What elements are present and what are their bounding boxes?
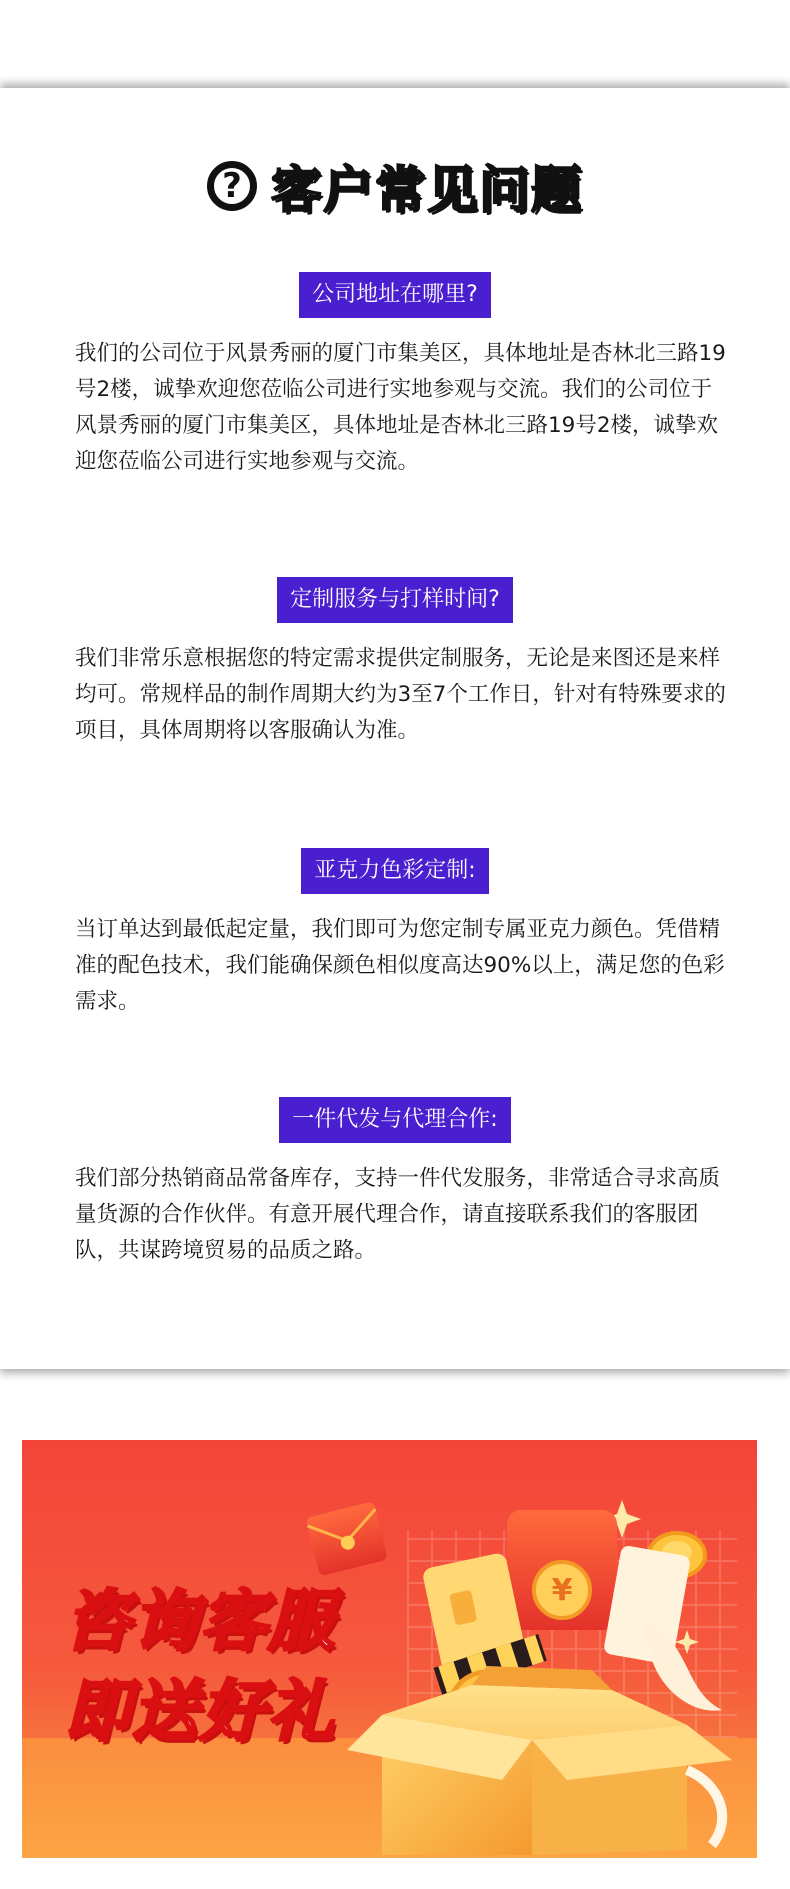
answer-text: 我们部分热销商品常备库存，支持一件代发服务，非常适合寻求高质量货源的合作伙伴。有意开展代理合作，请直接联系我们的客服团队，共谋跨境贸易的品质之路。: [75, 1166, 721, 1263]
red-envelope-icon: [306, 1501, 388, 1576]
question-badge: 亚克力色彩定制:: [301, 848, 488, 894]
faq-item-address: [0, 272, 790, 480]
question-badge: 一件代发与代理合作:: [279, 1097, 510, 1143]
svg-text:¥: ¥: [551, 1573, 573, 1608]
answer-text: 当订单达到最低起定量，我们即可为您定制专属亚克力颜色。凭借精准的配色技术，我们能确保颜色相似度高达90%以上，满足您的色彩需求。: [75, 917, 725, 1014]
promo-headline-2: 即送好礼: [64, 1673, 336, 1750]
faq-item-acrylic-color: [0, 848, 790, 1020]
promo-headline-1: 咨询客服: [64, 1583, 336, 1660]
faq-item-customization: [0, 577, 790, 749]
faq-panel: [0, 88, 790, 1369]
answer-text: 我们非常乐意根据您的特定需求提供定制服务，无论是来图还是来样均可。常规样品的制作周期大约为3至7个工作日，针对有特殊要求的项目，具体周期将以客服确认为准。: [75, 646, 726, 743]
gift-box-icon: [292, 1440, 757, 1858]
promo-banner[interactable]: [22, 1440, 757, 1858]
question-circle-icon: ?: [207, 161, 257, 211]
faq-heading: [0, 150, 790, 222]
faq-item-dropship: [0, 1097, 790, 1269]
faq-title: 客户常见问题: [271, 161, 583, 219]
question-badge: 定制服务与打样时间?: [277, 577, 513, 623]
question-badge: 公司地址在哪里?: [299, 272, 491, 318]
answer-text: 我们的公司位于风景秀丽的厦门市集美区，具体地址是杏林北三路19号2楼，诚挚欢迎您莅临公司进行实地参观与交流。我们的公司位于风景秀丽的厦门市集美区，具体地址是杏林北三路19号2楼，诚挚欢迎您莅临公司进行实地参观与交流。: [75, 341, 726, 474]
